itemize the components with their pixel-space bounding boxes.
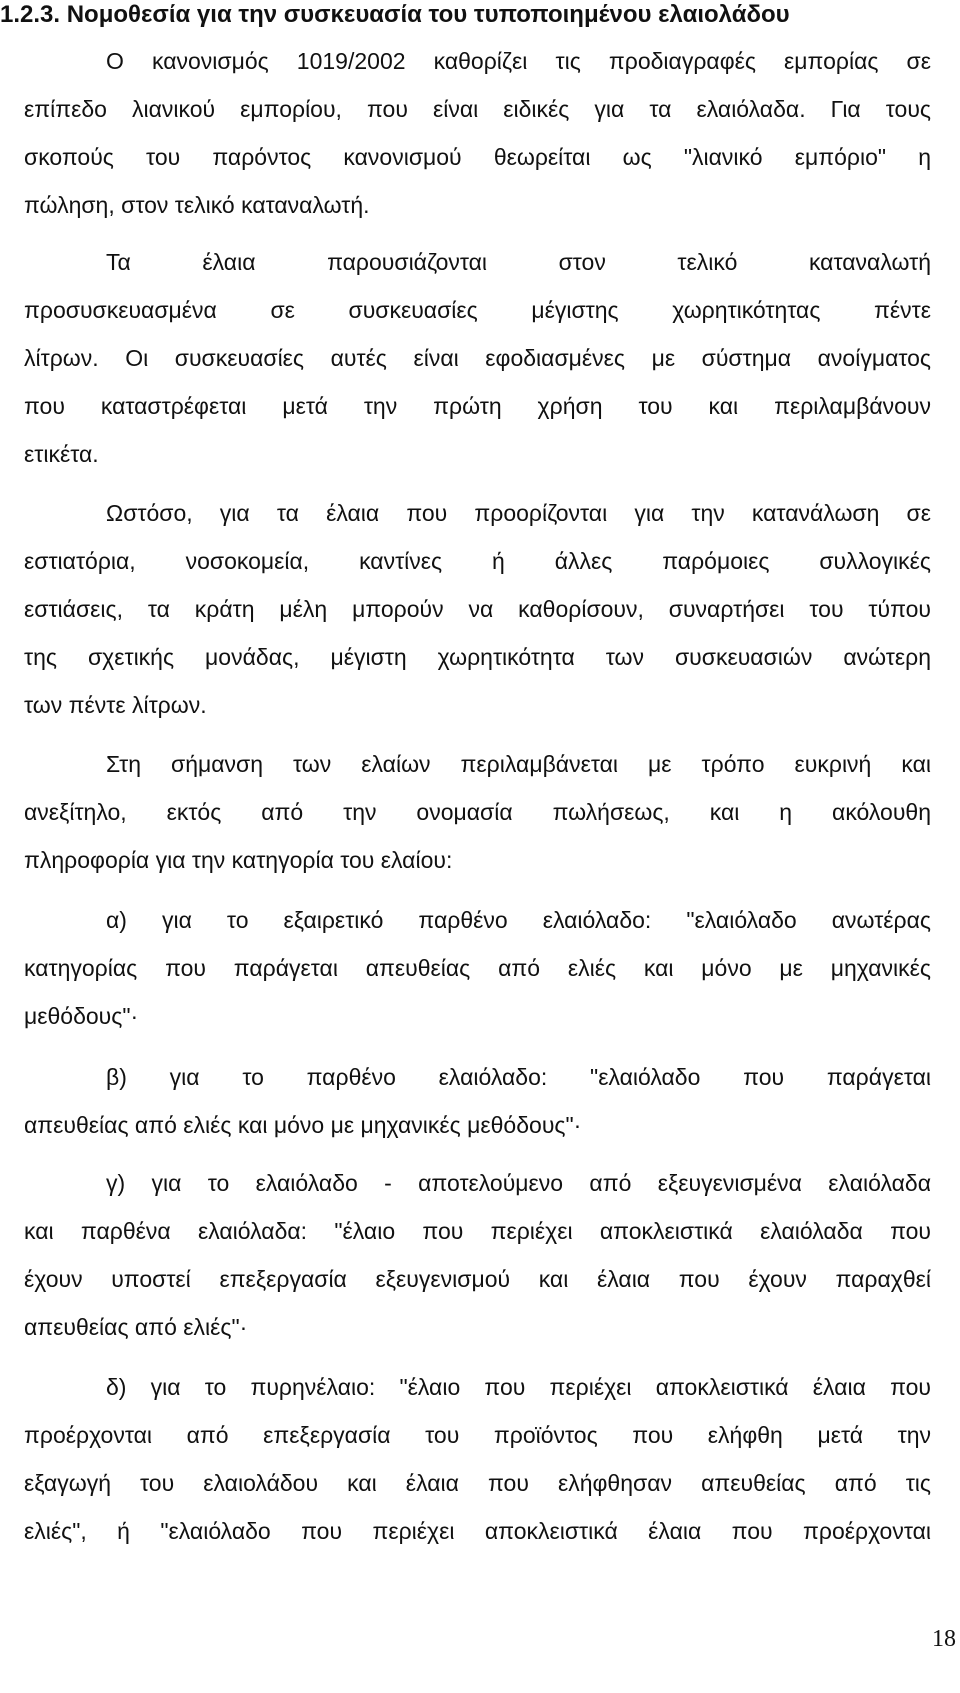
list-item-line: α) για το εξαιρετικό παρθένο ελαιόλαδο: "ελαιόλαδο ανωτέρας xyxy=(106,907,931,933)
list-item-line: εξαγωγή του ελαιολάδου και έλαια που ελήφθησαν απευθείας από τις xyxy=(24,1470,931,1496)
list-item-line: έχουν υποστεί επεξεργασία εξευγενισμού και έλαια που έχουν παραχθεί xyxy=(24,1266,931,1292)
text-line: λίτρων. Οι συσκευασίες αυτές είναι εφοδιασμένες με σύστημα ανοίγματος xyxy=(24,345,931,371)
text-line: σκοπούς του παρόντος κανονισμού θεωρείται ως "λιανικό εμπόριο" η xyxy=(24,144,931,170)
text-line: Ο κανονισμός 1019/2002 καθορίζει τις προδιαγραφές εμπορίας σε xyxy=(106,48,931,74)
text-line: επίπεδο λιανικού εμπορίου, που είναι ειδικές για τα ελαιόλαδα. Για τους xyxy=(24,96,931,122)
list-item-line: απευθείας από ελιές και μόνο με μηχανικές μεθόδους"· xyxy=(24,1112,582,1138)
text-line: των πέντε λίτρων. xyxy=(24,692,207,718)
list-item-line: γ) για το ελαιόλαδο - αποτελούμενο από εξευγενισμένα ελαιόλαδα xyxy=(106,1170,931,1196)
text-line: πώληση, στον τελικό καταναλωτή. xyxy=(24,192,370,218)
list-item-line: απευθείας από ελιές"· xyxy=(24,1314,248,1340)
text-line: εστιάσεις, τα κράτη μέλη μπορούν να καθορίσουν, συναρτήσει του τύπου xyxy=(24,596,931,622)
page-number: 18 xyxy=(932,1626,956,1652)
text-line: εστιατόρια, νοσοκομεία, καντίνες ή άλλες παρόμοιες συλλογικές xyxy=(24,548,931,574)
list-item-line: β) για το παρθένο ελαιόλαδο: "ελαιόλαδο που παράγεται xyxy=(106,1064,931,1090)
list-item-line: και παρθένα ελαιόλαδα: "έλαιο που περιέχει αποκλειστικά ελαιόλαδα που xyxy=(24,1218,931,1244)
text-line: Ωστόσο, για τα έλαια που προορίζονται για την κατανάλωση σε xyxy=(106,500,931,526)
list-item-line: ελιές", ή "ελαιόλαδο που περιέχει αποκλειστικά έλαια που προέρχονται xyxy=(24,1518,931,1544)
text-line: της σχετικής μονάδας, μέγιστη χωρητικότητα των συσκευασιών ανώτερη xyxy=(24,644,931,670)
list-item-line: δ) για το πυρηνέλαιο: "έλαιο που περιέχει αποκλειστικά έλαια που xyxy=(106,1374,931,1400)
text-line: ετικέτα. xyxy=(24,441,99,467)
list-item-line: κατηγορίας που παράγεται απευθείας από ελιές και μόνο με μηχανικές xyxy=(24,955,931,981)
list-item-line: μεθόδους"· xyxy=(24,1003,139,1029)
text-line: προσυσκευασμένα σε συσκευασίες μέγιστης χωρητικότητας πέντε xyxy=(24,297,931,323)
text-line: Στη σήμανση των ελαίων περιλαμβάνεται με τρόπο ευκρινή και xyxy=(106,751,931,777)
text-line: που καταστρέφεται μετά την πρώτη χρήση του και περιλαμβάνουν xyxy=(24,393,931,419)
text-line: ανεξίτηλο, εκτός από την ονομασία πωλήσεως, και η ακόλουθη xyxy=(24,799,931,825)
section-heading: 1.2.3. Νομοθεσία για την συσκευασία του τυποποιημένου ελαιολάδου xyxy=(0,1,790,28)
list-item-line: προέρχονται από επεξεργασία του προϊόντος που ελήφθη μετά την xyxy=(24,1422,931,1448)
text-line: Τα έλαια παρουσιάζονται στον τελικό καταναλωτή xyxy=(106,249,931,275)
text-line: πληροφορία για την κατηγορία του ελαίου: xyxy=(24,847,453,873)
